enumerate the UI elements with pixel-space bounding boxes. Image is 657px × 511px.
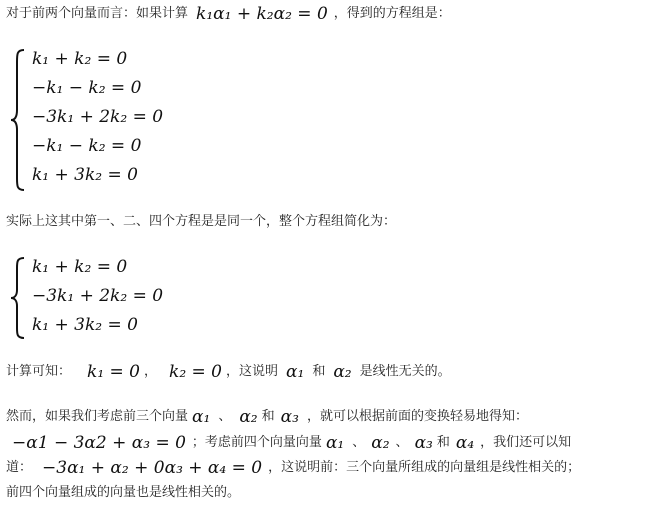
- para-l2-alpha2: α₂: [371, 433, 390, 453]
- para-l1-alpha3: α₃: [280, 407, 299, 427]
- intro-tail: ，得到的方程组是：: [333, 6, 451, 21]
- para-l2-equation: −α1 − 3α2 + α₃ = 0: [12, 433, 186, 453]
- intro-line: [6, 2, 451, 26]
- para-l3-text: 道：: [6, 460, 33, 475]
- system2-eq2: −3k₁ + 2k₂ = 0: [32, 286, 164, 306]
- result-k2: k₂ = 0: [169, 362, 222, 382]
- para-l1-alpha2: α₂: [239, 407, 258, 427]
- para-l3-tail: ，这说明前：三个向量所组成的向量组是线性相关的；: [268, 460, 581, 475]
- para-l2-and: 和: [436, 435, 450, 450]
- left-brace-system1: [10, 48, 26, 192]
- para-l2-sep1: 、: [352, 435, 366, 450]
- para-l4-text: 前四个向量组成的向量也是线性相关的。: [6, 485, 241, 500]
- system1-eq1: k₁ + k₂ = 0: [32, 49, 128, 69]
- result-and: 和: [312, 364, 326, 379]
- result-sep: ，: [144, 364, 158, 379]
- para-line2: [12, 431, 571, 455]
- para-line1: [6, 405, 528, 429]
- system1-eq3: −3k₁ + 2k₂ = 0: [32, 107, 164, 127]
- para-l1-alpha1: α₁: [192, 407, 211, 427]
- result-tail: 是线性无关的。: [359, 364, 451, 379]
- intro-text: 对于前两个向量而言：如果计算: [6, 6, 189, 21]
- system2-eq1: k₁ + k₂ = 0: [32, 257, 128, 277]
- para-l2-text: ；考虑前四个向量向量: [191, 435, 322, 450]
- para-l2-alpha3: α₃: [414, 433, 433, 453]
- system1-eq5: k₁ + 3k₂ = 0: [32, 165, 138, 185]
- para-l2-alpha1: α₁: [325, 433, 345, 453]
- para-l1-sep: 、: [218, 409, 232, 424]
- para-l1-and: 和: [261, 409, 275, 424]
- intro-equation: k₁α₁ + k₂α₂ = 0: [196, 4, 328, 24]
- result-alpha2: α₂: [333, 362, 352, 382]
- system1-eq4: −k₁ − k₂ = 0: [32, 136, 142, 156]
- para-l2-sep2: 、: [395, 435, 409, 450]
- system1-eq2: −k₁ − k₂ = 0: [32, 78, 142, 98]
- para-l2-alpha4: α₄: [455, 433, 475, 453]
- result-k1: k₁ = 0: [87, 362, 140, 382]
- para-l1-text: 然而，如果我们考虑前三个向量: [6, 409, 189, 424]
- system2-eq3: k₁ + 3k₂ = 0: [32, 315, 138, 335]
- para-l3-equation: −3α₁ + α₂ + 0α₃ + α₄ = 0: [42, 458, 263, 478]
- para-l2-tail: ，我们还可以知: [480, 435, 572, 450]
- result-mid: ，这说明: [226, 364, 279, 379]
- result-prefix: 计算可知：: [6, 364, 72, 379]
- simplify-text: 实际上这其中第一、二、四个方程是是同一个，整个方程组简化为：: [6, 214, 397, 229]
- para-line3: [6, 456, 580, 480]
- result-alpha1: α₁: [286, 362, 305, 382]
- para-l1-tail: ，就可以根据前面的变换轻易地得知：: [306, 409, 528, 424]
- left-brace-system2: [10, 256, 26, 340]
- result-line: [6, 360, 451, 384]
